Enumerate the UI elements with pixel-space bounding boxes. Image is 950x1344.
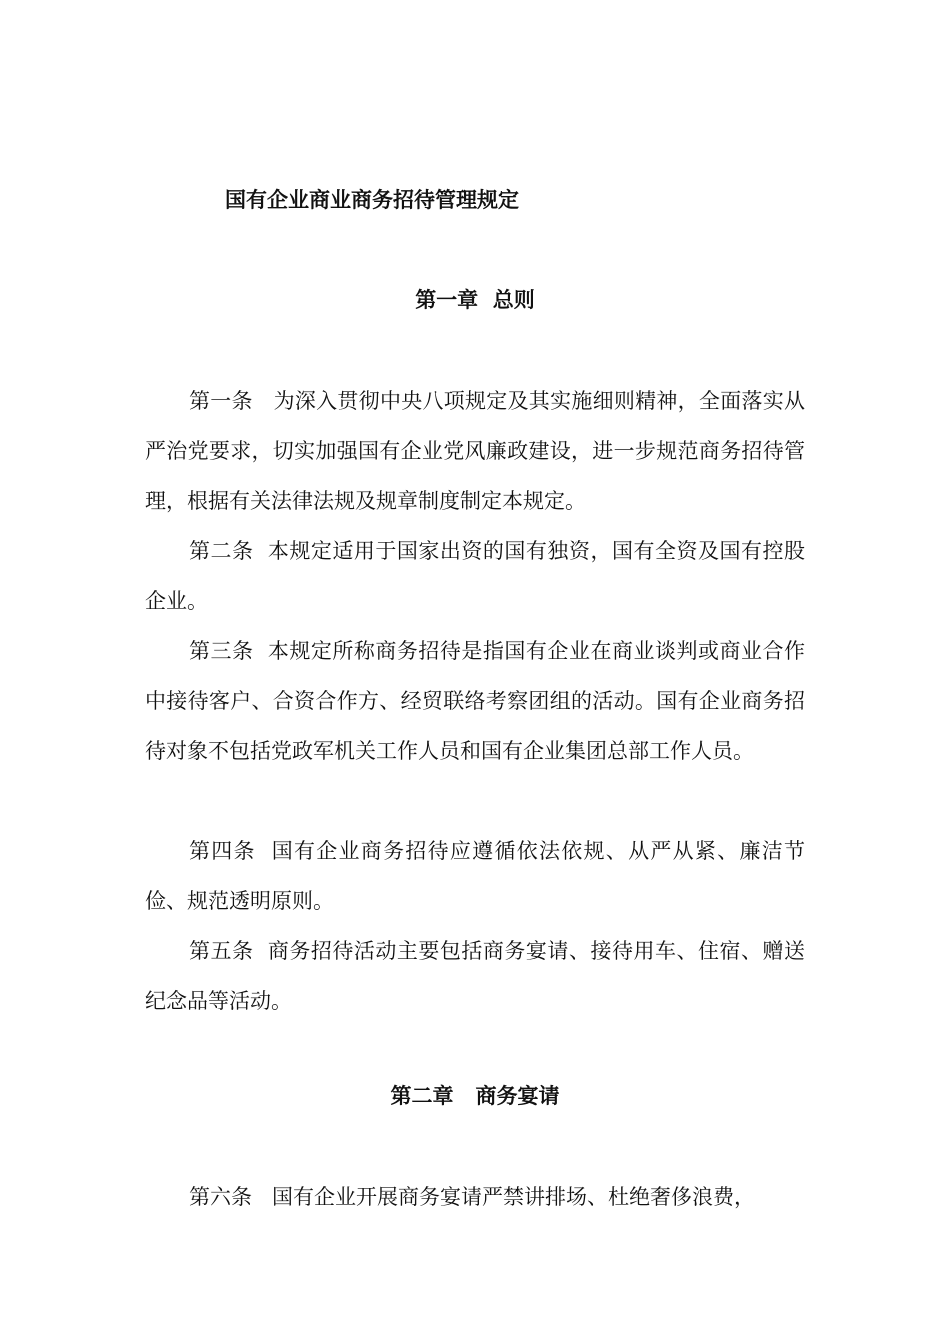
article-4: 第四条 国有企业商务招待应遵循依法依规、从严从紧、廉洁节俭、规范透明原则。 <box>145 839 805 913</box>
article-2: 第二条 本规定适用于国家出资的国有独资，国有全资及国有控股企业。 <box>145 539 805 613</box>
article-6: 第六条 国有企业开展商务宴请严禁讲排场、杜绝奢侈浪费， <box>189 1185 756 1209</box>
chapter-heading-1: 第一章 总则 <box>415 287 535 312</box>
chapter-heading-2: 第二章 商务宴请 <box>390 1083 560 1108</box>
article-5: 第五条 商务招待活动主要包括商务宴请、接待用车、住宿、赠送纪念品等活动。 <box>145 939 805 1013</box>
document-title: 国有企业商业商务招待管理规定 <box>225 187 519 212</box>
article-1: 第一条 为深入贯彻中央八项规定及其实施细则精神，全面落实从严治党要求，切实加强国有企业党风廉政建设，进一步规范商务招待管理，根据有关法律法规及规章制度制定本规定。 <box>145 389 805 513</box>
article-3: 第三条 本规定所称商务招待是指国有企业在商业谈判或商业合作中接待客户、合资合作方、经贸联络考察团组的活动。国有企业商务招待对象不包括党政军机关工作人员和国有企业集团总部工作人员。 <box>145 639 805 763</box>
